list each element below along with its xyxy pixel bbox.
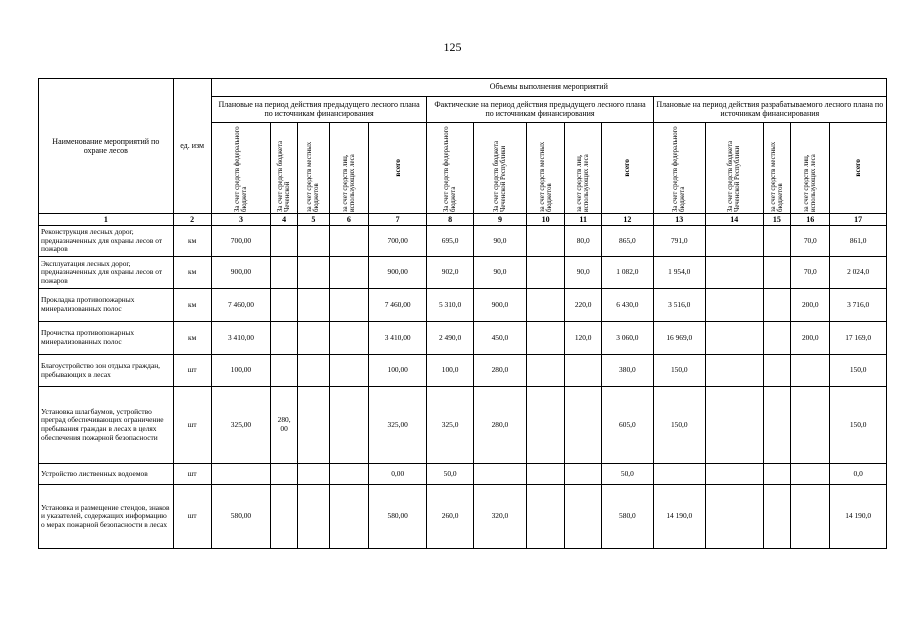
value-cell: 325,00 — [211, 387, 271, 464]
column-number: 11 — [565, 214, 602, 226]
value-cell — [705, 322, 763, 355]
measure-unit: км — [173, 322, 211, 355]
value-cell: 280,0 — [473, 355, 526, 387]
value-cell — [763, 485, 791, 549]
value-cell: 900,00 — [211, 257, 271, 289]
value-cell — [329, 322, 368, 355]
value-cell — [705, 289, 763, 322]
value-cell: 260,0 — [427, 485, 473, 549]
value-cell — [329, 464, 368, 485]
subheader-regional: За счет средств бюджета Чеченской Республики — [727, 140, 742, 212]
value-cell: 2 024,0 — [830, 257, 887, 289]
header-volumes: Объемы выполнения мероприятий — [211, 79, 886, 97]
value-cell — [763, 257, 791, 289]
column-number: 15 — [763, 214, 791, 226]
value-cell: 861,0 — [830, 226, 887, 257]
value-cell — [763, 387, 791, 464]
measure-name: Реконструкция лесных дорог, предназначенных для охраны лесов от пожаров — [39, 226, 174, 257]
subheader-forest-users: за счет средств лиц, использующих леса — [341, 154, 356, 212]
value-cell — [329, 387, 368, 464]
value-cell: 280,0 — [473, 387, 526, 464]
table-row — [39, 226, 887, 257]
value-cell: 3 410,00 — [211, 322, 271, 355]
value-cell — [297, 257, 329, 289]
value-cell — [791, 464, 830, 485]
measure-unit: шт — [173, 485, 211, 549]
value-cell — [653, 464, 705, 485]
value-cell: 50,0 — [427, 464, 473, 485]
value-cell: 280, 00 — [271, 387, 298, 464]
value-cell — [329, 485, 368, 549]
value-cell: 450,0 — [473, 322, 526, 355]
column-number: 12 — [602, 214, 653, 226]
value-cell — [565, 464, 602, 485]
value-cell: 200,0 — [791, 289, 830, 322]
measure-unit: км — [173, 226, 211, 257]
column-number: 1 — [39, 214, 174, 226]
value-cell — [297, 464, 329, 485]
value-cell: 3 060,0 — [602, 322, 653, 355]
value-cell: 90,0 — [565, 257, 602, 289]
value-cell — [527, 257, 565, 289]
header-group-actual-previous: Фактические на период действия предыдущего лесного плана по источникам финансирования — [427, 97, 653, 123]
value-cell: 0,0 — [830, 464, 887, 485]
value-cell — [271, 464, 298, 485]
value-cell: 200,0 — [791, 322, 830, 355]
subheader-federal: За счет средств федерального бюджета — [442, 126, 458, 212]
value-cell — [705, 387, 763, 464]
fire-protection-measures-table — [38, 78, 887, 549]
table-body — [39, 214, 887, 549]
table-row — [39, 485, 887, 549]
column-number: 8 — [427, 214, 473, 226]
subheader-regional: За счет средств бюджета Чеченской — [277, 140, 292, 212]
subheader-total: всего — [853, 159, 863, 177]
measure-name: Эксплуатация лесных дорог, предназначенных для охраны лесов от пожаров — [39, 257, 174, 289]
value-cell — [763, 289, 791, 322]
subheader-local: за счет средств местных бюджетов — [306, 141, 321, 212]
value-cell: 70,0 — [791, 257, 830, 289]
value-cell: 700,00 — [211, 226, 271, 257]
column-number: 14 — [705, 214, 763, 226]
column-numbers-row — [39, 214, 887, 226]
value-cell: 17 169,0 — [830, 322, 887, 355]
value-cell: 580,00 — [211, 485, 271, 549]
measure-unit: км — [173, 289, 211, 322]
value-cell: 902,0 — [427, 257, 473, 289]
value-cell: 90,0 — [473, 257, 526, 289]
value-cell: 100,00 — [211, 355, 271, 387]
value-cell: 2 490,0 — [427, 322, 473, 355]
value-cell — [791, 387, 830, 464]
value-cell: 90,0 — [473, 226, 526, 257]
value-cell: 100,0 — [427, 355, 473, 387]
value-cell: 3 716,0 — [830, 289, 887, 322]
value-cell: 0,00 — [368, 464, 427, 485]
value-cell — [297, 387, 329, 464]
value-cell: 791,0 — [653, 226, 705, 257]
table-row — [39, 387, 887, 464]
value-cell: 150,0 — [653, 355, 705, 387]
value-cell: 150,0 — [830, 387, 887, 464]
value-cell: 695,0 — [427, 226, 473, 257]
column-number: 2 — [173, 214, 211, 226]
value-cell: 3 516,0 — [653, 289, 705, 322]
value-cell — [705, 226, 763, 257]
value-cell — [527, 387, 565, 464]
value-cell — [527, 226, 565, 257]
value-cell — [271, 226, 298, 257]
value-cell — [527, 464, 565, 485]
value-cell: 150,0 — [653, 387, 705, 464]
value-cell — [297, 355, 329, 387]
value-cell — [329, 355, 368, 387]
value-cell — [297, 322, 329, 355]
header-group-planned-previous: Плановые на период действия предыдущего лесного плана по источникам финансирования — [211, 97, 427, 123]
value-cell — [297, 485, 329, 549]
value-cell: 1 082,0 — [602, 257, 653, 289]
value-cell — [791, 485, 830, 549]
value-cell: 6 430,0 — [602, 289, 653, 322]
value-cell — [271, 257, 298, 289]
subheader-regional: За счет средств бюджета Чеченской Республики — [492, 140, 507, 212]
table-row — [39, 322, 887, 355]
header-unit: ед. изм — [173, 79, 211, 214]
value-cell — [329, 226, 368, 257]
value-cell — [763, 464, 791, 485]
subheader-local: за счет средств местных бюджетов — [538, 141, 553, 212]
value-cell — [565, 387, 602, 464]
value-cell — [329, 257, 368, 289]
value-cell — [527, 322, 565, 355]
subheader-total: всего — [392, 159, 402, 177]
value-cell — [527, 485, 565, 549]
value-cell: 7 460,00 — [368, 289, 427, 322]
value-cell — [271, 485, 298, 549]
value-cell — [211, 464, 271, 485]
value-cell: 325,0 — [427, 387, 473, 464]
value-cell: 120,0 — [565, 322, 602, 355]
column-number: 5 — [297, 214, 329, 226]
value-cell — [565, 485, 602, 549]
column-number: 7 — [368, 214, 427, 226]
value-cell: 100,00 — [368, 355, 427, 387]
subheader-forest-users: за счет средств лиц, использующих леса — [576, 154, 591, 212]
value-cell: 70,0 — [791, 226, 830, 257]
value-cell: 220,0 — [565, 289, 602, 322]
value-cell — [705, 485, 763, 549]
table-row — [39, 464, 887, 485]
measure-unit: шт — [173, 387, 211, 464]
measure-name: Прочистка противопожарных минерализованных полос — [39, 322, 174, 355]
value-cell: 80,0 — [565, 226, 602, 257]
value-cell — [791, 355, 830, 387]
value-cell: 380,0 — [602, 355, 653, 387]
value-cell: 900,00 — [368, 257, 427, 289]
value-cell: 580,00 — [368, 485, 427, 549]
value-cell — [705, 257, 763, 289]
subheader-local: за счет средств местных бюджетов — [769, 141, 784, 212]
value-cell: 50,0 — [602, 464, 653, 485]
measure-name: Установка и размещение стендов, знаков и указателей, содержащих информацию о мерах пожарной безопасности в лесах — [39, 485, 174, 549]
column-number: 10 — [527, 214, 565, 226]
column-number: 9 — [473, 214, 526, 226]
column-number: 3 — [211, 214, 271, 226]
subheader-federal: За счет средств федерального бюджета — [233, 126, 248, 212]
measure-name: Прокладка противопожарных минерализованных полос — [39, 289, 174, 322]
value-cell — [329, 289, 368, 322]
value-cell — [527, 289, 565, 322]
value-cell: 865,0 — [602, 226, 653, 257]
value-cell — [297, 226, 329, 257]
value-cell: 605,0 — [602, 387, 653, 464]
subheader-forest-users: за счет средств лиц, использующих леса — [803, 154, 818, 212]
value-cell: 150,0 — [830, 355, 887, 387]
value-cell — [527, 355, 565, 387]
measure-name: Устройство лиственных водоемов — [39, 464, 174, 485]
value-cell — [763, 322, 791, 355]
table-row — [39, 355, 887, 387]
value-cell: 1 954,0 — [653, 257, 705, 289]
table-row — [39, 289, 887, 322]
column-number: 6 — [329, 214, 368, 226]
measure-unit: шт — [173, 464, 211, 485]
measure-name: Установка шлагбаумов, устройство преград обеспечивающих ограничение пребывания граждан в лесах в целях обеспечения пожарной безопасности — [39, 387, 174, 464]
value-cell: 7 460,00 — [211, 289, 271, 322]
page-number: 125 — [443, 40, 462, 54]
value-cell — [763, 355, 791, 387]
value-cell: 580,0 — [602, 485, 653, 549]
value-cell: 900,0 — [473, 289, 526, 322]
measure-unit: шт — [173, 355, 211, 387]
header-group-planned-new: Плановые на период действия разрабатываемого лесного плана по источникам финансирования — [653, 97, 886, 123]
column-number: 16 — [791, 214, 830, 226]
value-cell: 16 969,0 — [653, 322, 705, 355]
column-number: 13 — [653, 214, 705, 226]
value-cell: 700,00 — [368, 226, 427, 257]
subheader-total: всего — [622, 159, 632, 177]
value-cell: 14 190,0 — [653, 485, 705, 549]
value-cell — [271, 355, 298, 387]
header-measure-name: Наименование мероприятий по охране лесов — [39, 79, 174, 214]
table-row — [39, 257, 887, 289]
value-cell — [271, 322, 298, 355]
value-cell: 325,00 — [368, 387, 427, 464]
value-cell — [271, 289, 298, 322]
value-cell — [763, 226, 791, 257]
measure-name: Благоустройство зон отдыха граждан, пребывающих в лесах — [39, 355, 174, 387]
subheader-federal: За счет средств федерального бюджета — [672, 126, 687, 212]
value-cell: 5 310,0 — [427, 289, 473, 322]
measure-unit: км — [173, 257, 211, 289]
value-cell: 3 410,00 — [368, 322, 427, 355]
value-cell — [705, 464, 763, 485]
value-cell — [297, 289, 329, 322]
value-cell: 320,0 — [473, 485, 526, 549]
value-cell: 14 190,0 — [830, 485, 887, 549]
value-cell — [565, 355, 602, 387]
column-number: 17 — [830, 214, 887, 226]
column-number: 4 — [271, 214, 298, 226]
value-cell — [705, 355, 763, 387]
value-cell — [473, 464, 526, 485]
